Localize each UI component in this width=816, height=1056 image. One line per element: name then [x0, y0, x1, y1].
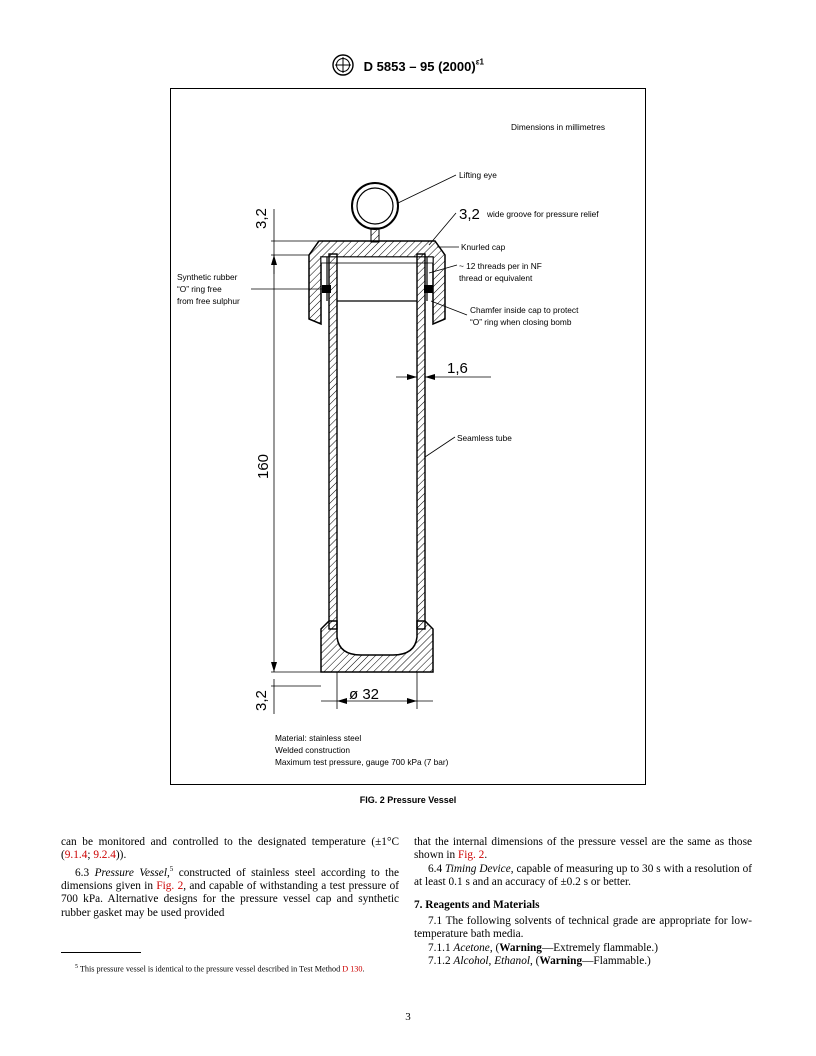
left-column — [61, 836, 399, 920]
svg-text:“O” ring when closing bomb: “O” ring when closing bomb — [470, 317, 572, 327]
page-number: 3 — [405, 1011, 411, 1023]
seamless-tube — [329, 254, 425, 629]
svg-text:wide groove for pressure relie: wide groove for pressure relief — [487, 209, 599, 219]
bottom-cap — [321, 621, 433, 672]
note-construction: Welded construction — [275, 745, 351, 755]
ref-fig-2[interactable]: Fig. 2 — [156, 879, 184, 892]
svg-text:~ 12 threads per in NF: ~ 12 threads per in NF — [459, 261, 542, 271]
svg-text:from free sulphur: from free sulphur — [177, 296, 240, 306]
right-column — [414, 836, 752, 969]
dimension-wall — [396, 360, 491, 380]
svg-text:thread or equivalent: thread or equivalent — [459, 273, 533, 283]
ref-9-2-4[interactable]: 9.2.4 — [93, 849, 116, 862]
page-header — [0, 54, 816, 79]
svg-text:Seamless tube: Seamless tube — [457, 433, 512, 443]
svg-text:160: 160 — [255, 453, 272, 479]
paragraph-6-3-cont: that the internal dimensions of the pressure vessel are the same as those shown in Fig. 2. — [414, 836, 752, 862]
ref-9-1-4[interactable]: 9.1.4 — [64, 849, 88, 862]
footnote-rule — [61, 952, 141, 953]
astm-logo-icon — [332, 54, 354, 79]
dimension-diameter — [321, 672, 433, 709]
ref-d130[interactable]: D 130 — [342, 964, 363, 974]
paragraph-6-4: 6.4 Timing Device, capable of measuring up to 30 s with a resolution of at least 0.1 s and an accuracy of ±0.2 s or better. — [414, 862, 753, 889]
section-7-heading: 7. Reagents and Materials — [414, 898, 540, 911]
units-note: Dimensions in millimetres — [511, 122, 606, 132]
paragraph-7-1: 7.1 The following solvents of technical grade are appropriate for low-temperature bath media. — [414, 915, 752, 941]
svg-text:1,6: 1,6 — [447, 360, 468, 377]
paragraph-7-1-2: 7.1.2 Alcohol, Ethanol, (Warning—Flammable.) — [428, 955, 651, 968]
edition-superscript: ε1 — [475, 57, 484, 67]
figure-caption: FIG. 2 Pressure Vessel — [359, 795, 457, 805]
ref-fig-2[interactable]: Fig. 2 — [457, 849, 485, 862]
figure-frame — [170, 88, 646, 785]
svg-text:Synthetic rubber: Synthetic rubber — [177, 272, 238, 282]
footnote: $^5$ This pressure vessel is identical to the pressure vessel described in Test Method D 130. — [75, 964, 365, 974]
svg-text:Lifting eye: Lifting eye — [459, 170, 497, 180]
lifting-eye — [352, 183, 398, 242]
dimension-bottom-thickness — [253, 679, 274, 714]
note-material: Material: stainless steel — [275, 733, 362, 743]
paragraph-6-3: 6.3 Pressure Vessel,$^5$ constructed of stainless steel according to the dimensions given in Fig. 2, and capable of withstanding a test pressure of 700 kPa. Alternative designs for the pressure vessel cap and synthetic rubber gasket may be used provided — [61, 864, 399, 919]
svg-text:Knurled cap: Knurled cap — [461, 242, 506, 252]
svg-text:Chamfer inside cap to protect: Chamfer inside cap to protect — [470, 305, 579, 315]
note-pressure: Maximum test pressure, gauge 700 kPa (7 bar) — [275, 757, 449, 767]
svg-text:3,2: 3,2 — [253, 208, 270, 229]
pressure-vessel-drawing — [171, 89, 647, 786]
paragraph-6-2-end: can be monitored and controlled to the designated temperature (±1°C (9.1.4; 9.2.4)). — [61, 836, 399, 862]
svg-text:3,2: 3,2 — [253, 690, 270, 711]
svg-text:“O” ring free: “O” ring free — [177, 284, 222, 294]
document-designation: D 5853 – 95 (2000) — [363, 59, 476, 74]
svg-text:ø 32: ø 32 — [349, 686, 380, 703]
paragraph-7-1-1: 7.1.1 Acetone, (Warning—Extremely flammable.) — [428, 941, 659, 954]
svg-text:3,2: 3,2 — [459, 206, 480, 223]
